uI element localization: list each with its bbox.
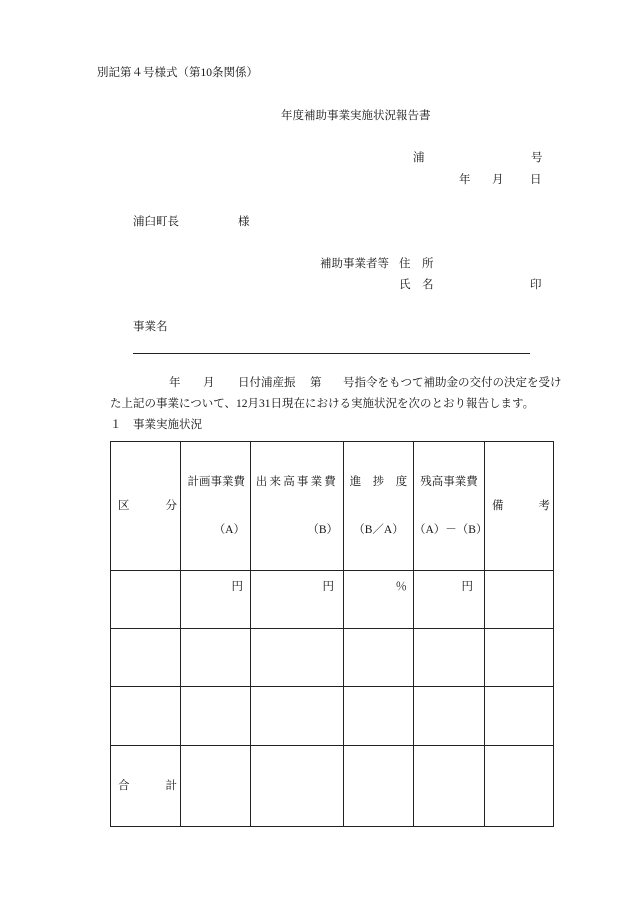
progress-formula: （B／A） bbox=[353, 524, 404, 536]
header-remaining-cost bbox=[414, 442, 488, 571]
remarks-label-right: 考 bbox=[538, 500, 550, 512]
category-label-right: 分 bbox=[165, 500, 177, 512]
actual-cost-unit: 円 bbox=[251, 571, 344, 629]
applicant-label: 補助事業者等 bbox=[320, 258, 389, 270]
category-label bbox=[118, 498, 177, 514]
body-day-reference: 日付浦産振 bbox=[238, 377, 296, 389]
addressee-honorific: 様 bbox=[238, 216, 250, 228]
table-cell bbox=[251, 746, 344, 827]
section-heading: １ 事業実施状況 bbox=[110, 419, 202, 431]
header-progress bbox=[344, 442, 414, 571]
remarks-label-left: 備 bbox=[492, 500, 504, 512]
planned-cost-code: （A） bbox=[213, 524, 245, 536]
actual-cost-label: 出来高事業費 bbox=[255, 476, 338, 488]
document-title: 年度補助事業実施状況報告書 bbox=[281, 110, 431, 122]
table-cell bbox=[111, 629, 181, 687]
header-actual-cost bbox=[251, 442, 344, 571]
body-line1-rest: 号指令をもつて補助金の交付の決定を受け bbox=[343, 377, 562, 389]
table-header-row bbox=[111, 442, 554, 571]
actual-cost-code: （B） bbox=[307, 524, 338, 536]
date-day-label: 日 bbox=[530, 174, 542, 186]
project-name-label: 事業名 bbox=[133, 321, 168, 333]
table-total-row bbox=[111, 746, 554, 827]
body-year-label: 年 bbox=[169, 377, 181, 389]
body-month-label: 月 bbox=[203, 377, 215, 389]
table-cell bbox=[111, 687, 181, 746]
body-dai-label: 第 bbox=[310, 377, 322, 389]
progress-label: 進 捗 度 bbox=[349, 476, 408, 488]
table-cell bbox=[251, 629, 344, 687]
applicant-address-label: 住 所 bbox=[399, 258, 434, 270]
table-cell bbox=[181, 746, 251, 827]
header-remarks bbox=[485, 442, 554, 571]
seal-mark: 印 bbox=[530, 279, 542, 291]
document-number-prefix: 浦 bbox=[413, 152, 425, 164]
table-cell bbox=[414, 746, 485, 827]
table-row bbox=[111, 571, 554, 629]
body-line2: た上記の事業について、12月31日現在における実施状況を次のとおり報告します。 bbox=[110, 398, 535, 410]
form-number: 別記第４号様式（第10条関係） bbox=[97, 67, 258, 79]
date-month-label: 月 bbox=[492, 174, 504, 186]
table-cell bbox=[344, 746, 414, 827]
total-label-left: 合 bbox=[118, 780, 130, 792]
remaining-cost-unit: 円 bbox=[414, 571, 485, 629]
progress-unit: ％ bbox=[344, 571, 414, 629]
table-cell bbox=[485, 687, 554, 746]
total-label-cell bbox=[111, 746, 181, 827]
remaining-cost-label: 残高事業費 bbox=[420, 476, 478, 488]
table-cell bbox=[485, 571, 554, 629]
category-label-left: 区 bbox=[118, 500, 130, 512]
table-cell bbox=[344, 687, 414, 746]
document-number-suffix: 号 bbox=[531, 152, 543, 164]
table-row bbox=[111, 687, 554, 746]
table-cell bbox=[414, 629, 485, 687]
date-year-label: 年 bbox=[459, 174, 471, 186]
table-cell bbox=[344, 629, 414, 687]
total-label-right: 計 bbox=[165, 780, 177, 792]
table-cell bbox=[181, 687, 251, 746]
remarks-label bbox=[492, 498, 550, 514]
header-category bbox=[111, 442, 181, 571]
remaining-cost-formula: （A）－（B） bbox=[414, 524, 488, 536]
table-cell bbox=[251, 687, 344, 746]
table-cell bbox=[485, 746, 554, 827]
table-cell bbox=[111, 571, 181, 629]
total-label bbox=[118, 778, 177, 794]
applicant-name-label: 氏 名 bbox=[399, 279, 434, 291]
table-cell bbox=[181, 629, 251, 687]
table-cell bbox=[414, 687, 485, 746]
addressee-name: 浦臼町長 bbox=[133, 216, 179, 228]
table-cell bbox=[485, 629, 554, 687]
table-row bbox=[111, 629, 554, 687]
status-table bbox=[110, 441, 554, 827]
header-planned-cost bbox=[181, 442, 251, 571]
planned-cost-unit: 円 bbox=[181, 571, 251, 629]
planned-cost-label: 計画事業費 bbox=[187, 476, 245, 488]
project-name-underline bbox=[133, 353, 530, 354]
